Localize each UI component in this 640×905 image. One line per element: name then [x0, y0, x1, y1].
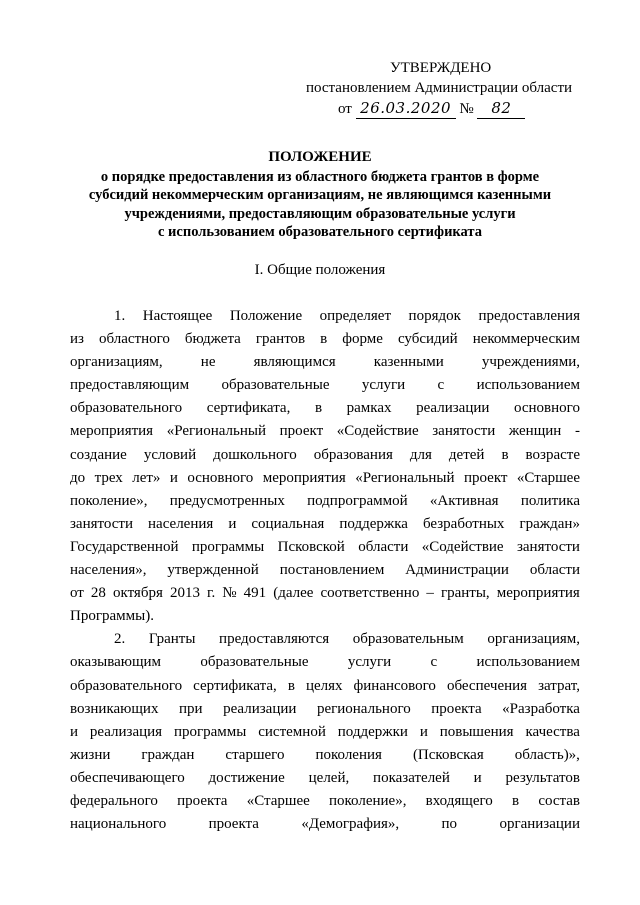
- title-line: учреждениями, предоставляющим образовательные услуги: [124, 205, 516, 222]
- paragraph-1-line: Государственной программы Псковской области «Содействие занятости: [70, 538, 580, 555]
- title-line: субсидий некоммерческим организациям, не являющимся казенными: [88, 187, 552, 203]
- paragraph-1-line: от 28 октября 2013 г. № 491 (далее соответственно – гранты, мероприятия: [70, 585, 580, 602]
- paragraph-1-line: Программы).: [70, 608, 154, 625]
- title-line: о порядке предоставления из областного бюджета грантов в форме: [100, 168, 540, 185]
- approval-date: 26.03.2020: [356, 98, 456, 119]
- title-line: с использованием образовательного сертификата: [158, 224, 482, 240]
- paragraph-1-line: из областного бюджета грантов в форме субсидий некоммерческим: [70, 331, 580, 348]
- paragraph-1-line: создание условий дошкольного образования для детей в возрасте: [70, 446, 580, 463]
- paragraph-1-line: до трех лет» и основного мероприятия «Региональный проект «Старшее: [70, 469, 580, 486]
- document-body: [70, 305, 580, 836]
- paragraph-2-line: образовательного сертификата, в целях финансового обеспечения затрат,: [70, 677, 580, 694]
- approval-date-number: [338, 98, 618, 119]
- paragraph-2-line: 2. Гранты предоставляются образовательным организациям,: [114, 631, 580, 648]
- approval-stamp: [306, 58, 618, 119]
- number-label: №: [459, 101, 474, 117]
- section-heading: I. Общие положения: [254, 262, 386, 278]
- paragraph-1-line: мероприятия «Региональный проект «Содействие занятости женщин -: [70, 423, 580, 440]
- approved-by: постановлением Администрации области: [306, 80, 573, 96]
- paragraph-2-line: жизни граждан старшего поколения (Псковская область)»,: [70, 746, 580, 763]
- paragraph-2-line: возникающих при реализации регионального проекта «Разработка: [70, 700, 580, 717]
- paragraph-2-line: оказывающим образовательные услуги с использованием: [70, 654, 580, 671]
- paragraph-1-line: образовательного сертификата, в рамках реализации основного: [70, 400, 580, 417]
- paragraph-1-line: 1. Настоящее Положение определяет порядок предоставления: [114, 308, 580, 324]
- title-heading: ПОЛОЖЕНИЕ: [268, 149, 372, 165]
- approval-number: 82: [477, 98, 525, 119]
- paragraph-2-line: обеспечивающего достижение целей, показателей и результатов: [70, 769, 580, 786]
- document-title: [60, 148, 580, 242]
- paragraph-1-line: занятости населения и социальная поддержка безработных граждан»: [70, 515, 580, 532]
- approved-label: УТВЕРЖДЕНО: [390, 60, 492, 76]
- paragraph-2-line: национального проекта «Демография», по организации: [70, 816, 580, 833]
- paragraph-2-line: федерального проекта «Старшее поколение», входящего в состав: [70, 792, 580, 809]
- paragraph-1-line: предоставляющим образовательные услуги с использованием: [70, 377, 580, 394]
- paragraph-1-line: организациям, не являющимся казенными учреждениями,: [70, 354, 580, 371]
- paragraph-2-line: и реализация программы системной поддержки и повышения качества: [70, 723, 580, 740]
- from-label: от: [338, 101, 352, 117]
- paragraph-1-line: населения», утвержденной постановлением Администрации области: [70, 562, 580, 579]
- paragraph-1-line: поколение», предусмотренных подпрограммой «Активная политика: [70, 492, 580, 509]
